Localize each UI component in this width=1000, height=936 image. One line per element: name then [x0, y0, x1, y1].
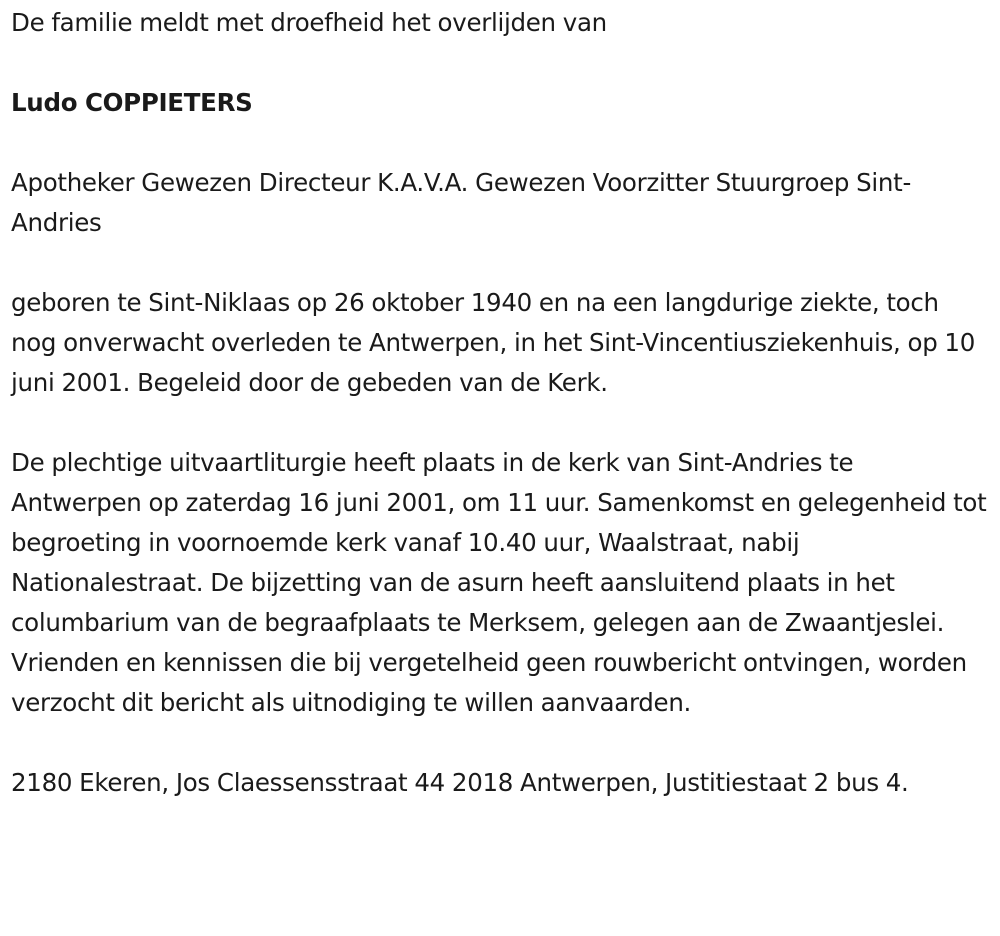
titles-text: Apotheker Gewezen Directeur K.A.V.A. Gewezen Voorzitter Stuurgroep Sint-Andries — [11, 168, 911, 237]
funeral-text: De plechtige uitvaartliturgie heeft plaats in de kerk van Sint-Andries te Antwerpen op zaterdag 16 juni 2001, om 11 uur. Samenkomst en gelegenheid tot begroeting in voornoemde kerk vanaf 10.40 uur, Waalstraat, nabij Nationalestraat. De bijzetting van de asurn heeft aansluitend plaats in het columbarium van de begraafplaats te Merksem, gelegen aan de Zwaantjeslei. Vrienden en kennissen die bij vergetelheid geen rouwbericht ontvingen, worden verzocht dit bericht als uitnodiging te willen aanvaarden. — [11, 448, 987, 717]
birth-death-text: geboren te Sint-Niklaas op 26 oktober 1940 en na een langdurige ziekte, toch nog onverwacht overleden te Antwerpen, in het Sint-Vincentiusziekenhuis, op 10 juni 2001. Begeleid door de gebeden van de Kerk. — [11, 288, 976, 397]
intro-text: De familie meldt met droefheid het overlijden van — [11, 8, 607, 37]
deceased-name: Ludo COPPIETERS — [11, 88, 253, 117]
addresses-text: 2180 Ekeren, Jos Claessensstraat 44 2018 Antwerpen, Justitiestaat 2 bus 4. — [11, 768, 909, 797]
